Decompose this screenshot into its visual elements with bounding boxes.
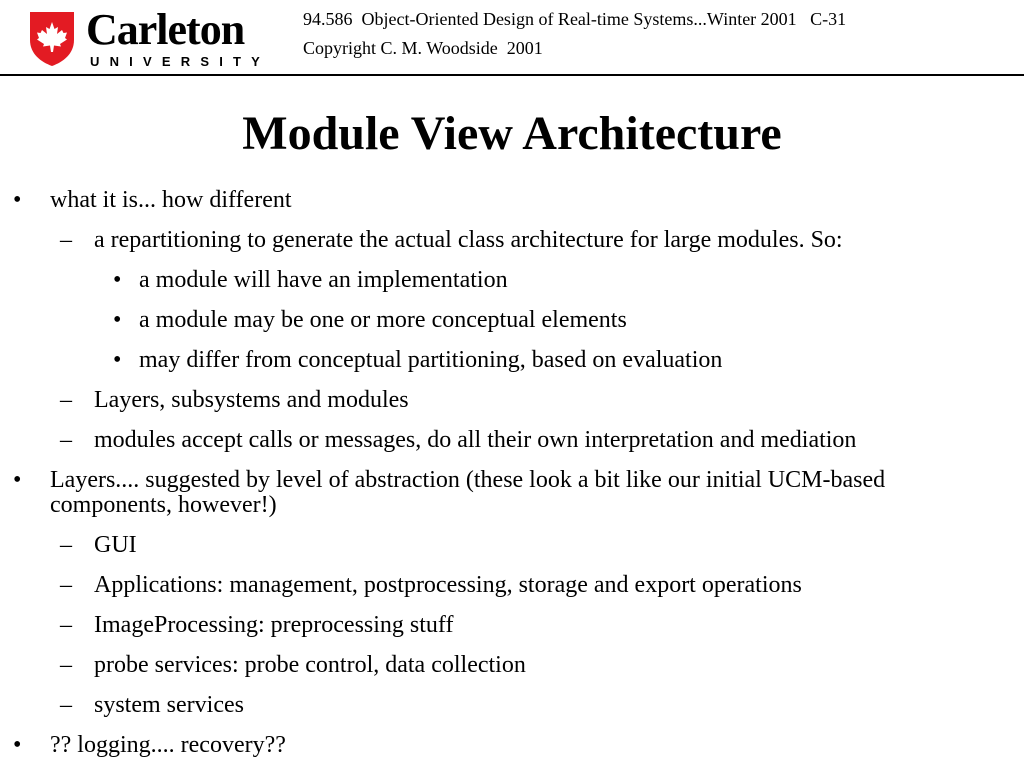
shield-icon xyxy=(28,10,76,68)
bullet-marker: • xyxy=(13,467,22,493)
bullet-text: a repartitioning to generate the actual class architecture for large modules. So: xyxy=(94,227,843,253)
bullet-marker: • xyxy=(13,732,22,758)
course-info: 94.586 Object-Oriented Design of Real-time Systems...Winter 2001 C-31 xyxy=(303,9,847,29)
bullet-marker: • xyxy=(113,267,122,293)
copyright-notice: Copyright C. M. Woodside 2001 xyxy=(303,38,543,58)
bullet-item xyxy=(0,188,1024,213)
slide-header xyxy=(0,0,1024,76)
dash-marker: – xyxy=(60,692,72,718)
slide-title: Module View Architecture xyxy=(242,107,782,160)
dash-marker: – xyxy=(60,227,72,253)
sub-bullet-item xyxy=(0,573,1024,598)
bullet-text: system services xyxy=(94,692,244,718)
slide-outline xyxy=(0,188,1024,773)
bullet-marker: • xyxy=(13,187,22,213)
sub-bullet-item xyxy=(0,653,1024,678)
dash-marker: – xyxy=(60,387,72,413)
bullet-text: a module will have an implementation xyxy=(139,267,508,293)
bullet-item xyxy=(0,733,1024,758)
logo-subtitle: UNIVERSITY xyxy=(90,54,271,69)
header-divider xyxy=(0,74,1024,76)
bullet-marker: • xyxy=(113,347,122,373)
bullet-text: Layers, subsystems and modules xyxy=(94,387,409,413)
dash-marker: – xyxy=(60,532,72,558)
bullet-text: Applications: management, postprocessing, storage and export operations xyxy=(94,572,802,598)
carleton-university-logo xyxy=(28,5,271,70)
sub-bullet-item xyxy=(0,693,1024,718)
bullet-text: ?? logging.... recovery?? xyxy=(50,732,286,758)
sub-sub-bullet-item xyxy=(0,268,1024,293)
sub-bullet-item xyxy=(0,228,1024,253)
bullet-text: a module may be one or more conceptual elements xyxy=(139,307,627,333)
dash-marker: – xyxy=(60,427,72,453)
sub-bullet-item xyxy=(0,388,1024,413)
bullet-item xyxy=(0,468,1024,518)
dash-marker: – xyxy=(60,612,72,638)
bullet-text: may differ from conceptual partitioning, based on evaluation xyxy=(139,347,723,373)
sub-sub-bullet-item xyxy=(0,348,1024,373)
dash-marker: – xyxy=(60,652,72,678)
bullet-text: modules accept calls or messages, do all their own interpretation and mediation xyxy=(94,427,857,453)
bullet-marker: • xyxy=(113,307,122,333)
dash-marker: – xyxy=(60,572,72,598)
bullet-text: what it is... how different xyxy=(50,187,292,213)
bullet-text: Layers.... suggested by level of abstraction (these look a bit like our initial UCM-based components, however!) xyxy=(50,467,886,518)
bullet-text: ImageProcessing: preprocessing stuff xyxy=(94,612,454,638)
sub-bullet-item xyxy=(0,613,1024,638)
sub-bullet-item xyxy=(0,428,1024,453)
sub-sub-bullet-item xyxy=(0,308,1024,333)
sub-bullet-item xyxy=(0,533,1024,558)
bullet-text: GUI xyxy=(94,532,137,558)
logo-wordmark: Carleton xyxy=(86,5,245,54)
bullet-text: probe services: probe control, data collection xyxy=(94,652,526,678)
